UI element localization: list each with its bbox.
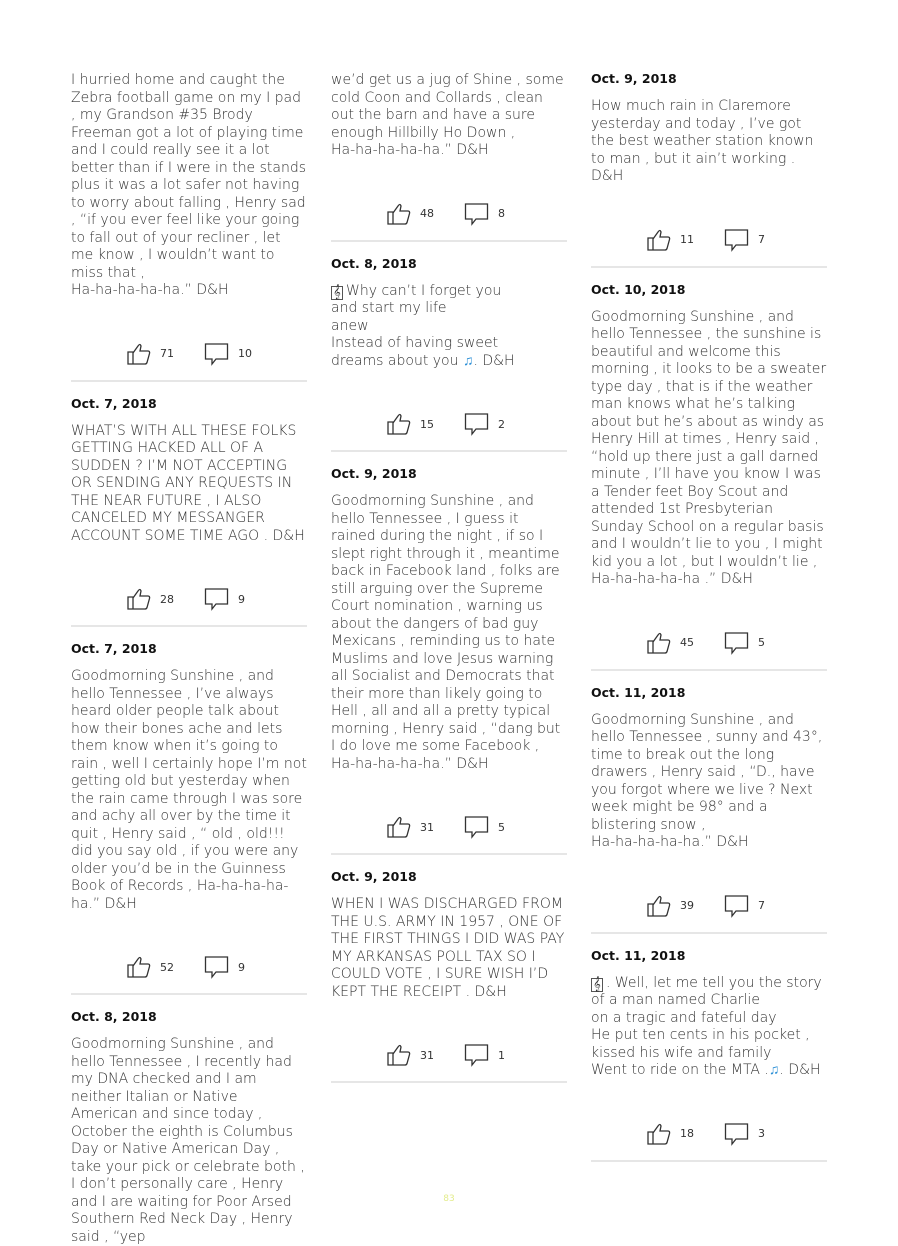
post xyxy=(71,641,307,995)
post-text-main: Why can’t I forget you and start my life anew Instead of having sweet dreams about you xyxy=(331,282,502,369)
thumbs-up-icon xyxy=(646,1122,672,1146)
music-clef-icon: 𝄞 xyxy=(591,978,603,992)
music-notes-icon: ♫ xyxy=(462,352,474,369)
post-text: Goodmorning Sunshine , and hello Tennessee , sunny and 43°, time to break out the long drawers , Henry said , “D., have you forgot where we live ? Next week might be 98° and a blistering snow , Ha-ha-ha-ha-ha.” D&H xyxy=(591,711,823,850)
divider xyxy=(331,450,567,452)
column-3 xyxy=(591,60,827,1176)
comment-icon xyxy=(464,815,490,839)
post-text xyxy=(591,975,827,1080)
like-count: 45 xyxy=(680,636,694,649)
comment-count: 1 xyxy=(498,1048,505,1062)
comment-button[interactable] xyxy=(464,202,505,226)
comment-icon xyxy=(464,1043,490,1067)
column-1 xyxy=(71,60,307,1246)
post-text: Goodmorning Sunshine , and hello Tennessee , I recently had my DNA checked and I am neither Italian or Native American and since today , October the eighth is Columbus Day or Native American Day , take your pick or celebrate both , I don’t personally care , Henry and I are waiting for Poor Arsed Southern Red Neck Day , Henry said , “yep xyxy=(71,1036,305,1245)
like-count: 11 xyxy=(680,233,694,246)
thumbs-up-icon xyxy=(126,955,152,979)
divider xyxy=(71,993,307,995)
column-2 xyxy=(331,60,567,1097)
like-button[interactable] xyxy=(646,631,694,655)
thumbs-up-icon xyxy=(126,342,152,366)
post-text: Goodmorning Sunshine , and hello Tennessee , the sunshine is beautiful and welcome this morning , it looks to be a sweater type day , that is if the weather man knows what he’s talking about but he’s about as windy as Henry Hill at times , Henry said , “hold up there just a gall darned minute , I’ll have you know I was a Tender feet Boy Scout and attended 1st Presbyterian Sunday School on a regular basis and I wouldn’t lie to you , I might kid you a lot , but I wouldn’t lie , Ha-ha-ha-ha-ha .” D&H xyxy=(591,308,827,587)
divider xyxy=(591,932,827,934)
post-text: WHAT’S WITH ALL THESE FOLKS GETTING HACKED ALL OF A SUDDEN ? I’M NOT ACCEPTING OR SENDING ANY REQUESTS IN THE NEAR FUTURE , I ALSO CANCELED MY MESSANGER ACCOUNT SOME TIME AGO . D&H xyxy=(71,422,305,544)
comment-button[interactable] xyxy=(464,1043,505,1067)
comment-count: 5 xyxy=(758,636,765,649)
like-button[interactable] xyxy=(386,412,434,436)
comment-count: 3 xyxy=(758,1127,765,1140)
post xyxy=(591,71,827,268)
post-stats xyxy=(331,1031,567,1081)
like-count: 15 xyxy=(420,417,434,431)
like-count: 71 xyxy=(160,347,174,360)
comment-icon xyxy=(724,894,750,918)
post-stats xyxy=(591,882,827,932)
post-date: Oct. 11, 2018 xyxy=(591,947,686,963)
comment-icon xyxy=(204,955,230,979)
comment-count: 9 xyxy=(238,592,245,606)
comment-button[interactable] xyxy=(464,412,505,436)
post-text-main: . Well, let me tell you the story of a man named Charlie on a tragic and fateful day He put ten cents in his pocket , kissed his wife and family Went to ride on the MTA . xyxy=(591,974,822,1078)
post-stats xyxy=(331,190,567,240)
like-button[interactable] xyxy=(646,894,694,918)
post xyxy=(331,256,567,453)
post-date: Oct. 7, 2018 xyxy=(71,641,157,656)
comment-count: 7 xyxy=(758,899,765,912)
like-button[interactable] xyxy=(386,1043,434,1067)
post-text-suffix: . D&H xyxy=(779,1062,821,1078)
comment-count: 8 xyxy=(498,207,505,220)
post xyxy=(331,869,567,1083)
thumbs-up-icon xyxy=(386,815,412,839)
post xyxy=(331,466,567,855)
post-stats xyxy=(591,216,827,266)
comment-button[interactable] xyxy=(724,1122,765,1146)
comment-button[interactable] xyxy=(464,815,505,839)
like-button[interactable] xyxy=(646,228,694,252)
comment-button[interactable] xyxy=(204,955,245,979)
post-text: I hurried home and caught the Zebra football game on my I pad , my Grandson #35 Brody Freeman got a lot of playing time and I could really see it a lot better than if I were in the stands plus it was a lot safer not having to worry about falling , Henry sad , “if you ever feel like your going to fall out of your recliner , let me know , I wouldn’t want to miss that , Ha-ha-ha-ha-ha.” D&H xyxy=(71,72,307,298)
comment-count: 9 xyxy=(238,960,245,974)
like-count: 31 xyxy=(420,1048,434,1062)
like-button[interactable] xyxy=(126,587,174,611)
like-count: 28 xyxy=(160,592,174,606)
thumbs-up-icon xyxy=(126,587,152,611)
post-date: Oct. 7, 2018 xyxy=(71,395,157,411)
comment-icon xyxy=(724,228,750,252)
post-date: Oct. 11, 2018 xyxy=(591,684,686,700)
like-button[interactable] xyxy=(386,815,434,839)
comment-icon xyxy=(204,342,230,366)
like-button[interactable] xyxy=(126,342,174,366)
post-stats xyxy=(71,943,307,993)
post-stats xyxy=(71,575,307,625)
thumbs-up-icon xyxy=(386,412,412,436)
post xyxy=(71,1009,307,1246)
like-button[interactable] xyxy=(646,1122,694,1146)
like-count: 52 xyxy=(160,960,174,974)
comment-icon xyxy=(464,202,490,226)
divider xyxy=(331,853,567,855)
post xyxy=(331,72,567,242)
comment-button[interactable] xyxy=(204,587,245,611)
post-date: Oct. 8, 2018 xyxy=(331,255,417,271)
post-date: Oct. 10, 2018 xyxy=(591,281,686,297)
page-number: 83 xyxy=(443,1194,455,1204)
like-count: 48 xyxy=(420,207,434,220)
comment-count: 7 xyxy=(758,233,765,246)
divider xyxy=(591,669,827,671)
post-text: Goodmorning Sunshine , and hello Tennessee , I’ve always heard older people talk about how their bones ache and lets them know when it’s going to rain , well I certainly hope I’m not getting old but yesterday when the rain came through I was sore and achy all over by the time it quit , Henry said , “ old , old!!! did you say old , if you were any older you’d be in the Guinness Book of Records , Ha-ha-ha-ha-ha.” D&H xyxy=(71,668,307,912)
thumbs-up-icon xyxy=(646,631,672,655)
post-stats xyxy=(71,330,307,380)
like-button[interactable] xyxy=(126,955,174,979)
like-count: 31 xyxy=(420,820,434,834)
post xyxy=(71,72,307,382)
comment-icon xyxy=(464,412,490,436)
divider xyxy=(71,625,307,627)
like-button[interactable] xyxy=(386,202,434,226)
divider xyxy=(591,266,827,268)
post-text: WHEN I WAS DISCHARGED FROM THE U.S. ARMY IN 1957 , ONE OF THE FIRST THINGS I DID WAS PAY MY ARKANSAS POLL TAX SO I COULD VOTE , I SURE WISH I’D KEPT THE RECEIPT . D&H xyxy=(331,896,565,1000)
music-clef-icon: 𝄞 xyxy=(331,286,343,300)
comment-count: 10 xyxy=(238,347,252,360)
comment-icon xyxy=(724,631,750,655)
post xyxy=(591,685,827,934)
comment-icon xyxy=(204,587,230,611)
comment-button[interactable] xyxy=(204,342,252,366)
thumbs-up-icon xyxy=(646,894,672,918)
divider xyxy=(331,1081,567,1083)
comment-count: 2 xyxy=(498,417,505,431)
post-text: Goodmorning Sunshine , and hello Tennessee , I guess it rained during the night , if so I slept right through it , meantime back in Facebook land , folks are still arguing over the Supreme Court nomination , warning us about the dangers of bad guy Mexicans , reminding us to hate Muslims and love Jesus warning all Socialist and Democrats that their more than likely going to Hell , all and all a pretty typical morning , Henry said , “dang but I do love me some Facebook , Ha-ha-ha-ha-ha.” D&H xyxy=(331,493,561,772)
post-stats xyxy=(331,400,567,450)
post-date: Oct. 9, 2018 xyxy=(331,869,417,884)
comment-button[interactable] xyxy=(724,631,765,655)
post-date: Oct. 9, 2018 xyxy=(591,71,677,86)
post-date: Oct. 8, 2018 xyxy=(71,1009,157,1024)
post-stats xyxy=(591,619,827,669)
post-stats xyxy=(331,803,567,853)
divider xyxy=(331,240,567,242)
like-count: 39 xyxy=(680,899,694,912)
post-date: Oct. 9, 2018 xyxy=(331,466,417,481)
comment-icon xyxy=(724,1122,750,1146)
post xyxy=(71,396,307,628)
post-text xyxy=(331,283,567,371)
comment-count: 5 xyxy=(498,820,505,834)
post xyxy=(591,282,827,671)
thumbs-up-icon xyxy=(646,228,672,252)
post xyxy=(591,948,827,1162)
thumbs-up-icon xyxy=(386,202,412,226)
music-notes-icon: ♫ xyxy=(768,1062,780,1078)
comment-button[interactable] xyxy=(724,228,765,252)
post-stats xyxy=(591,1110,827,1160)
like-count: 18 xyxy=(680,1127,694,1140)
divider xyxy=(71,380,307,382)
divider xyxy=(591,1160,827,1162)
thumbs-up-icon xyxy=(386,1043,412,1067)
post-text: How much rain in Claremore yesterday and today , I’ve got the best weather station known to man , but it ain’t working . D&H xyxy=(591,98,814,184)
post-text-suffix: . D&H xyxy=(473,352,515,369)
post-text: we’d get us a jug of Shine , some cold Coon and Collards , clean out the barn and have a sure enough Hillbilly Ho Down , Ha-ha-ha-ha-ha.” D&H xyxy=(331,72,564,158)
comment-button[interactable] xyxy=(724,894,765,918)
